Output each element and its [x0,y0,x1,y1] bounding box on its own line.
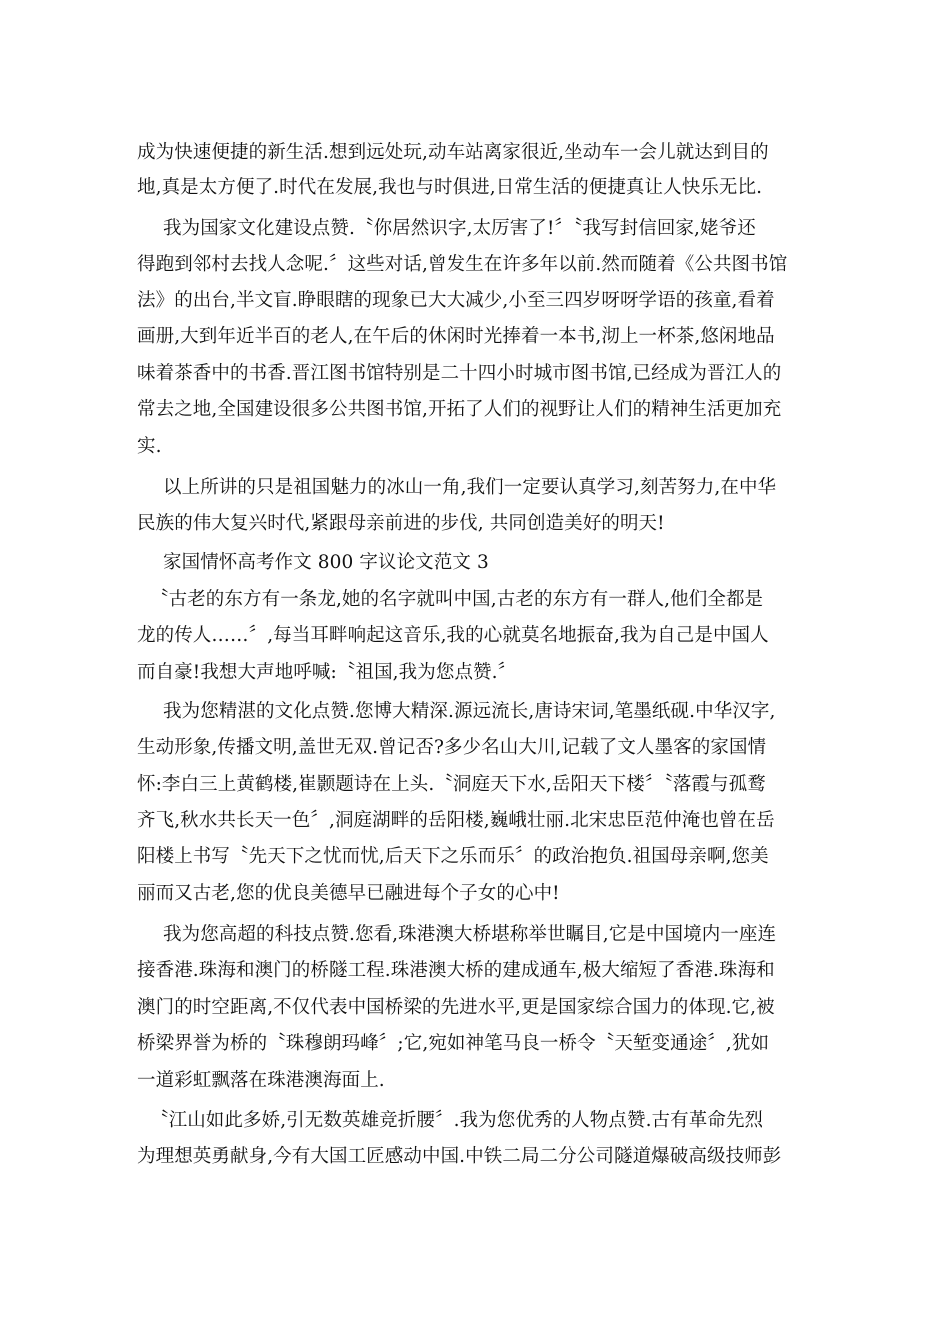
text-line: 为理想英勇献身,今有大国工匠感动中国.中铁二局二分公司隧道爆破高级技师彭 [137,1146,782,1167]
text-line: 澳门的时空距离,不仅代表中国桥梁的先进水平,更是国家综合国力的体现.它,被 [137,997,775,1018]
section-heading: 家国情怀高考作文 800 字议论文范文 3 [163,552,489,573]
text-line: 地,真是太方便了.时代在发展,我也与时俱进,日常生活的便捷真让人快乐无比. [137,177,763,198]
text-line: 一道彩虹飘落在珠港澳海面上. [137,1070,385,1091]
text-line: 生动形象,传播文明,盖世无双.曾记否?多少名山大川,记载了文人墨客的家国情 [137,737,767,758]
text-line: 民族的伟大复兴时代,紧跟母亲前进的步伐, 共同创造美好的明天! [137,513,665,534]
paragraph-start-line: 我为您高超的科技点赞.您看,珠港澳大桥堪称举世瞩目,它是中国境内一座连 [163,924,777,945]
text-line: 阳楼上书写〝先天下之忧而忧,后天下之乐而乐〞的政治抱负.祖国母亲啊,您美 [137,846,769,867]
text-line: 接香港.珠海和澳门的桥隧工程.珠港澳大桥的建成通车,极大缩短了香港.珠海和 [137,960,775,981]
text-line: 成为快速便捷的新生活.想到远处玩,动车站离家很近,坐动车一会儿就达到目的 [137,142,769,163]
text-line: 龙的传人……〞,每当耳畔响起这音乐,我的心就莫名地振奋,我为自己是中国人 [137,625,769,646]
paragraph-start-line: 〝古老的东方有一条龙,她的名字就叫中国,古老的东方有一群人,他们全都是 [150,589,764,610]
paragraph-start-line: 以上所讲的只是祖国魅力的冰山一角,我们一定要认真学习,刻苦努力,在中华 [163,477,777,498]
paragraph-start-line: 〝江山如此多娇,引无数英雄竞折腰〞.我为您优秀的人物点赞.古有革命先烈 [150,1110,764,1131]
text-line: 桥梁界誉为桥的〝珠穆朗玛峰〞;它,宛如神笔马良一桥令〝天堑变通途〞,犹如 [137,1033,770,1054]
text-line: 常去之地,全国建设很多公共图书馆,开拓了人们的视野让人们的精神生活更加充 [137,399,782,420]
text-line: 而自豪!我想大声地呼喊:〝祖国,我为您点赞.〞 [137,662,517,683]
paragraph-start-line: 我为国家文化建设点赞.〝你居然识字,太厉害了!〞〝我写封信回家,姥爷还 [163,218,756,239]
text-line: 法》的出台,半文盲.睁眼瞎的现象已大大减少,小至三四岁呀呀学语的孩童,看着 [137,290,775,311]
text-line: 味着茶香中的书香.晋江图书馆特别是二十四小时城市图书馆,已经成为晋江人的 [137,363,782,384]
text-line: 画册,大到年近半百的老人,在午后的休闲时光捧着一本书,沏上一杯茶,悠闲地品 [137,326,775,347]
text-line: 丽而又古老,您的优良美德早已融进每个子女的心中! [137,883,560,904]
text-line: 怀:李白三上黄鹤楼,崔颢题诗在上头.〝洞庭天下水,岳阳天下楼〞〝落霞与孤鹜 [137,774,766,795]
text-line: 齐飞,秋水共长天一色〞,洞庭湖畔的岳阳楼,巍峨壮丽.北宋忠臣范仲淹也曾在岳 [137,810,775,831]
paragraph-start-line: 我为您精湛的文化点赞.您博大精深.源远流长,唐诗宋词,笔墨纸砚.中华汉字, [163,701,776,722]
text-line: 实. [137,436,162,457]
text-line: 得跑到邻村去找人念呢.〞这些对话,曾发生在许多年以前.然而随着《公共图书馆 [137,254,788,275]
